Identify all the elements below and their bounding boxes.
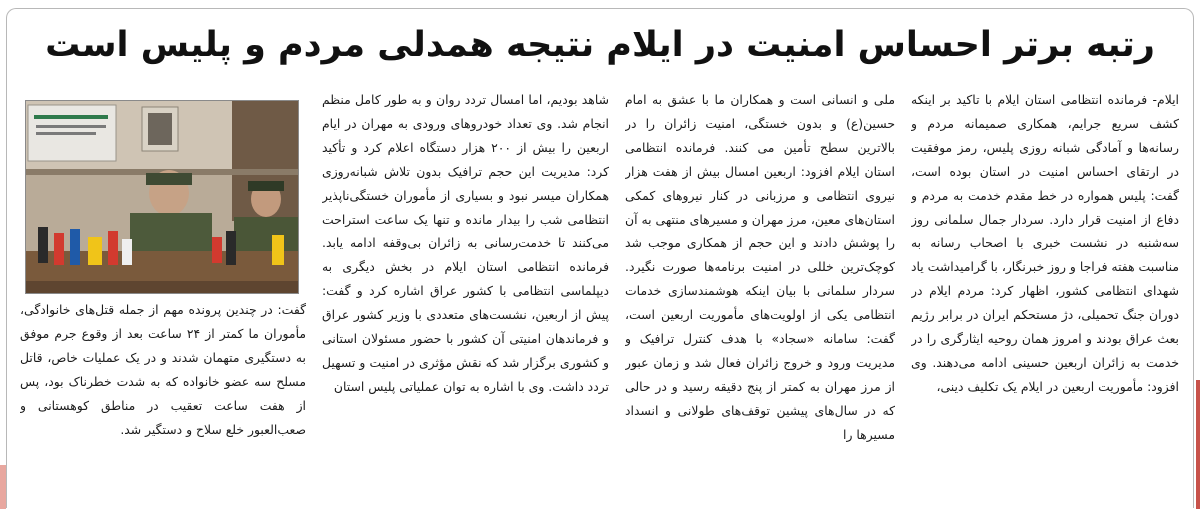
edge-mark [0,465,6,509]
article-column-2: ملی و انسانی است و همکاران ما با عشق به امام حسین(ع) و بدون خستگی، امنیت زائران را در بالاترین سطح تأمین می کنند. فرمانده انتظامی استان ایلام افزود: اربعین امسال بیش از هفت هزار نیروی انتظامی و مرزبانی در کنار نیروهای کمکی استان‌های معین، مرز مهران و مسیرهای منتهی به آن را پوشش دادند و این حجم از همکاری موجب شد کوچک‌ترین خللی در امنیت برنامه‌ها صورت نگیرد. سردار سلمانی با بیان اینکه هوشمندسازی خدمات انتظامی یکی از اولویت‌های مأموریت اربعین است، گفت: سامانه «سجاد» با هدف کنترل ترافیک و مدیریت ورود و خروج زائران فعال شد و زمان عبور از مرز مهران به کمتر از پنج دقیقه رسید و در حالی که در سال‌های پیشین توقف‌های طولانی و انسداد مسیرها را [625,92,895,442]
article-column-3: شاهد بودیم، اما امسال تردد روان و به طور کامل منظم انجام شد. وی تعداد خودروهای ورودی به مهران در ایام اربعین را بیش از ۲۰۰ هزار دستگاه اعلام کرد و تأکید کرد: مدیریت این حجم ترافیک بدون تلاش شبانه‌روزی همکاران میسر نبود و بسیاری از مأموران خستگی‌ناپذیر انتظامی شب را بیدار مانده و تنها یک ساعت استراحت می‌کنند تا خدمت‌رسانی به زائران بی‌وقفه ادامه یابد. فرمانده انتظامی استان ایلام در بخش دیگری به دیپلماسی انتظامی با کشور عراق اشاره کرد و گفت: پیش از اربعین، نشست‌های متعددی با وزیر کشور عراق و فرماندهان امنیتی آن کشور با حضور مسئولان استانی و کشوری برگزار شد که نقش مؤثری در امنیت و تسهیل تردد داشت. وی با اشاره به توان عملیاتی پلیس استان [322,92,609,394]
photo-illustration [26,101,299,294]
press-conference-photo [25,100,299,294]
article-column-1: ایلام- فرمانده انتظامی استان ایلام با تاکید بر اینکه کشف سریع جرایم، همکاری صمیمانه مردم و رسانه‌ها و آمادگی شبانه روزی پلیس، رمز موفقیت در ارتقای احساس امنیت در استان بوده است، گفت: پلیس همواره در خط مقدم خدمت به مردم و دفاع از امنیت قرار دارد. سردار جمال سلمانی روز سه‌شنبه در نشست خبری با اصحاب رسانه به مناسبت هفته فراجا و روز خبرنگار، با گرامیداشت یاد شهدای انتظامی کشور، اظهار کرد: مردم ایلام در دوران جنگ تحمیلی، دژ مستحکم ایران در برابر رژیم بعث عراق بودند و امروز همان روحیه ایثارگری را در خدمت به زائران اربعین حسینی ادامه می‌دهند. وی افزود: مأموریت اربعین در ایلام یک تکلیف دینی، [911,92,1179,394]
article-column-4: گفت: در چندین پرونده مهم از جمله قتل‌های خانوادگی، مأموران ما کمتر از ۲۴ ساعت بعد از وقوع جرم موفق به دستگیری متهمان شدند و در یک عملیات خاص، قاتل مسلح سه عضو خانواده که به شدت خطرناک بود، پس از هفت ساعت تعقیب در مناطق کوهستانی و صعب‌العبور خلع سلاح و دستگیر شد. [20,302,306,437]
article-headline: رتبه برتر احساس امنیت در ایلام نتیجه همدلی مردم و پلیس است [45,25,1155,65]
accent-rule [1196,380,1200,509]
